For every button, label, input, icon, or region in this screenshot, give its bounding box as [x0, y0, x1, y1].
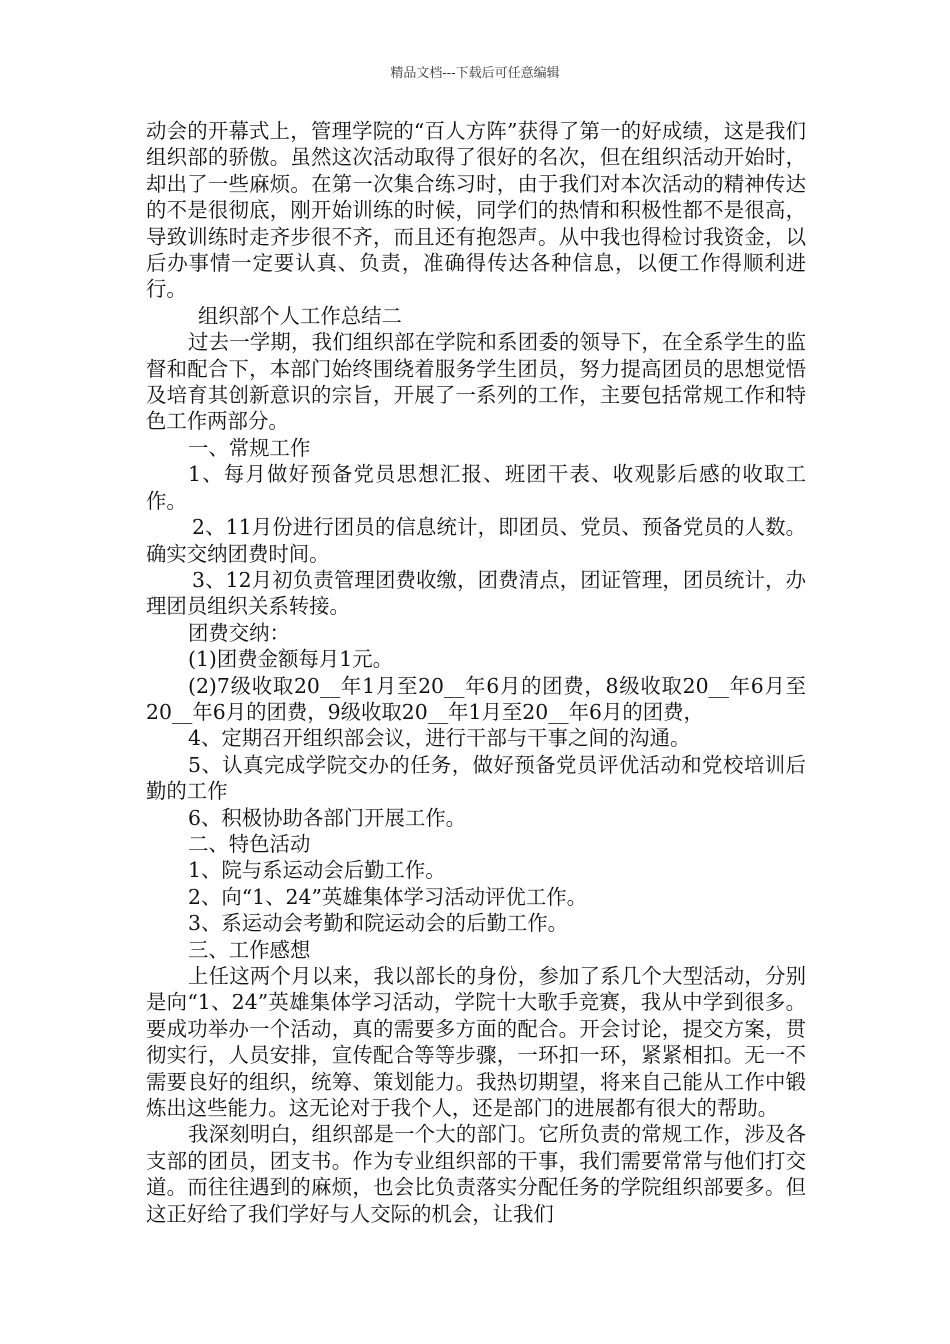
paragraph: 动会的开幕式上，管理学院的“百人方阵”获得了第一的好成绩，这是我们组织部的骄傲。虽然这次活动取得了很好的名次，但在组织活动开始时，却出了一些麻烦。在第一次集合练习时，由于我们对本次活动的精神传达的不是很彻底，刚开始训练的时候，同学们的热情和积极性都不是很高，导致训练时走齐步很不齐，而且还有抱怨声。从中我也得检讨我资金，以后办事情一定要认真、负责，准确得传达各种信息，以便工作得顺利进行。	[146, 119, 806, 302]
paragraph: (2)7级收取20__年1月至20__年6月的团费，8级收取20__年6月至20__年6月的团费，9级收取20__年1月至20__年6月的团费，	[146, 673, 806, 724]
page-header: 精品文档---下载后可任意编辑	[390, 66, 560, 81]
paragraph: 2、向“1、24”英雄集体学习活动评优工作。	[188, 884, 587, 909]
paragraph: (1)团费金额每月1元。	[188, 647, 393, 672]
paragraph: 1、每月做好预备党员思想汇报、班团干表、收观影后感的收取工作。	[146, 462, 806, 513]
paragraph: 三、工作感想	[188, 937, 311, 962]
paragraph: 上任这两个月以来，我以部长的身份，参加了系几个大型活动，分别是向“1、24”英雄集体学习活动，学院十大歌手竞赛，我从中学到很多。要成功举办一个活动，真的需要多方面的配合。开会讨论，提交方案，贯彻实行，人员安排，宣传配合等等步骤，一环扣一环，紧紧相扣。无一不需要良好的组织，统筹、策划能力。我热切期望，将来自己能从工作中锻炼出这些能力。这无论对于我个人，还是部门的进展都有很大的帮助。	[146, 964, 806, 1121]
paragraph: 2、11月份进行团员的信息统计，即团员、党员、预备党员的人数。确实交纳团费时间。	[146, 515, 806, 566]
paragraph: 一、常规工作	[188, 435, 311, 460]
paragraph: 6、积极协助各部门开展工作。	[188, 805, 467, 830]
paragraph: 过去一学期，我们组织部在学院和系团委的领导下，在全系学生的监督和配合下，本部门始终围绕着服务学生团员，努力提高团员的思想觉悟及培育其创新意识的宗旨，开展了一系列的工作，主要包括常规工作和特色工作两部分。	[146, 330, 806, 434]
paragraph: 3、系运动会考勤和院运动会的后勤工作。	[188, 911, 569, 936]
paragraph: 我深刻明白，组织部是一个大的部门。它所负责的常规工作，涉及各支部的团员，团支书。作为专业组织部的干事，我们需要常常与他们打交道。而往往遇到的麻烦，也会比负责落实分配任务的学院组织部要多。但这正好给了我们学好与人交际的机会，让我们	[146, 1122, 806, 1226]
document-body	[146, 118, 806, 1227]
paragraph: 5、认真完成学院交办的任务，做好预备党员评优活动和党校培训后勤的工作	[146, 752, 806, 804]
paragraph: 1、院与系运动会后勤工作。	[188, 858, 446, 883]
paragraph: 组织部个人工作总结二	[198, 303, 402, 328]
paragraph: 团费交纳：	[188, 620, 290, 645]
paragraph: 二、特色活动	[188, 831, 311, 856]
paragraph: 4、定期召开组织部会议，进行干部与干事之间的沟通。	[188, 726, 691, 751]
paragraph: 3、12月初负责管理团费收缴，团费清点，团证管理，团员统计，办理团员组织关系转接。	[146, 567, 806, 619]
